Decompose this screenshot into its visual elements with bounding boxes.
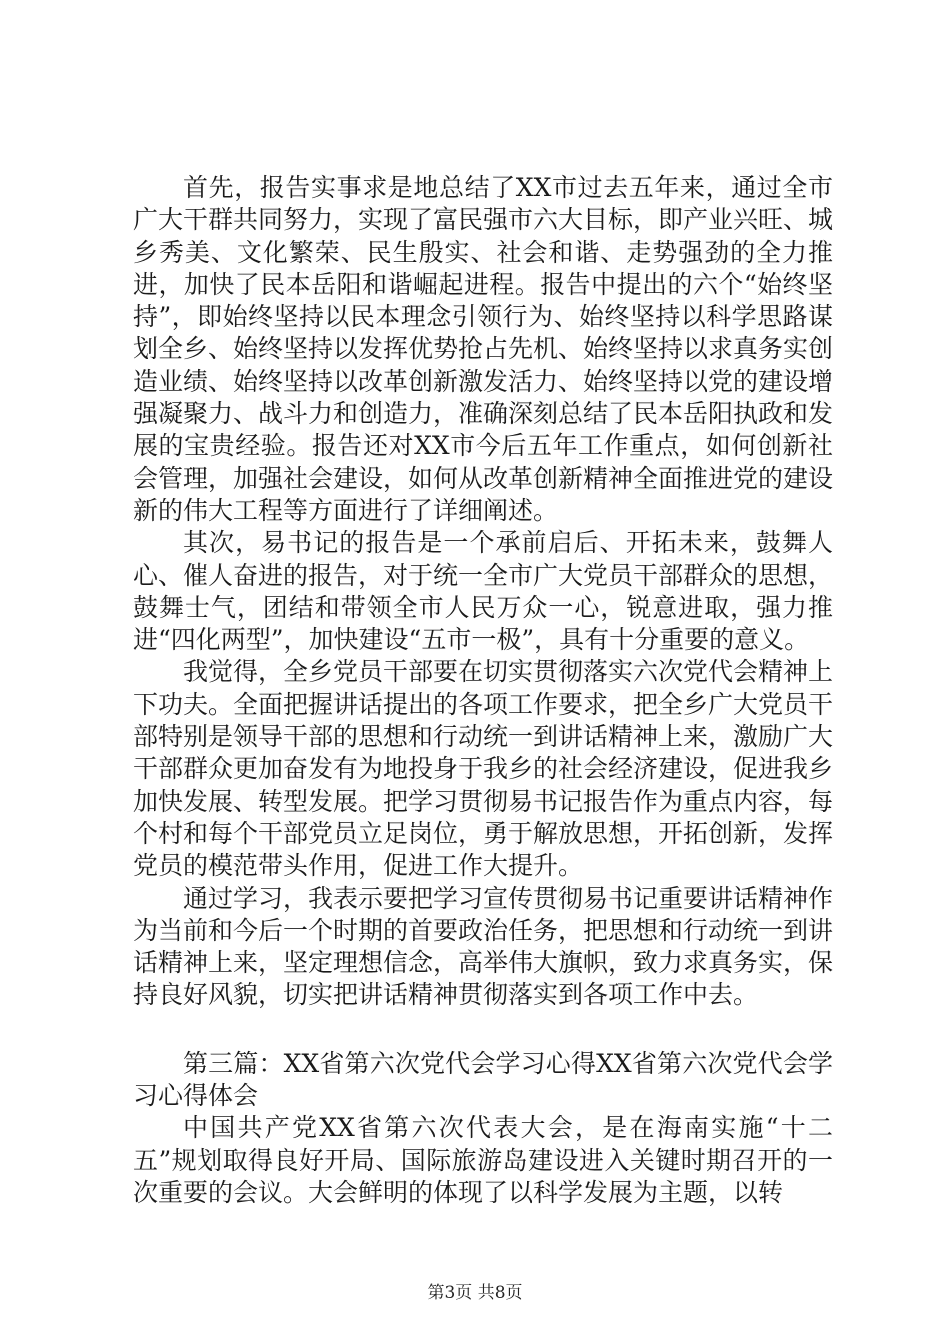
page-number: 第3页 共8页 [427,1283,523,1303]
document-body [133,172,833,1209]
paragraph-summary: 首先，报告实事求是地总结了XX市过去五年来，通过全市广大干群共同努力，实现了富民强市六大目标，即产业兴旺、城乡秀美、文化繁荣、民生殷实、社会和谐、走势强劲的全力推进，加快了民本岳阳和谐崛起进程。报告中提出的六个“始终坚持”，即始终坚持以民本理念引领行为、始终坚持以科学思路谋划全乡、始终坚持以发挥优势抢占先机、始终坚持以求真务实创造业绩、始终坚持以改革创新激发活力、始终坚持以党的建设增强凝聚力、战斗力和创造力，准确深刻总结了民本岳阳执政和发展的宝贵经验。报告还对XX市今后五年工作重点，如何创新社会管理，加强社会建设，如何从改革创新精神全面推进党的建设新的伟大工程等方面进行了详细阐述。 [133,173,834,525]
section-paragraph: 中国共产党XX省第六次代表大会，是在海南实施“十二五”规划取得良好开局、国际旅游岛建设进入关键时期召开的一次重要的会议。大会鲜明的体现了以科学发展为主题，以转 [133,1113,833,1207]
section-title: 第三篇：XX省第六次党代会学习心得XX省第六次党代会学习心得体会 [133,1048,833,1111]
paragraph-implementation: 我觉得，全乡党员干部要在切实贯彻落实六次党代会精神上下功夫。全面把握讲话提出的各项工作要求，把全乡广大党员干部特别是领导干部的思想和行动统一到讲话精神上来，激励广大干部群众更加奋发有为地投身于我乡的社会经济建设，促进我乡加快发展、转型发展。把学习贯彻易书记报告作为重点内容，每个村和每个干部党员立足岗位，勇于解放思想，开拓创新，发挥党员的模范带头作用，促进工作大提升。 [133,657,834,881]
paragraph-significance: 其次，易书记的报告是一个承前启后、开拓未来，鼓舞人心、催人奋进的报告，对于统一全市广大党员干部群众的思想，鼓舞士气，团结和带领全市人民万众一心，锐意进取，强力推进“四化两型”，加快建设“五市一极”，具有十分重要的意义。 [133,528,834,655]
section-gap [133,1012,833,1048]
paragraph-conclusion: 通过学习，我表示要把学习宣传贯彻易书记重要讲话精神作为当前和今后一个时期的首要政治任务，把思想和行动统一到讲话精神上来，坚定理想信念，高举伟大旗帜，致力求真务实，保持良好风貌，切实把讲话精神贯彻落实到各项工作中去。 [133,883,834,1010]
